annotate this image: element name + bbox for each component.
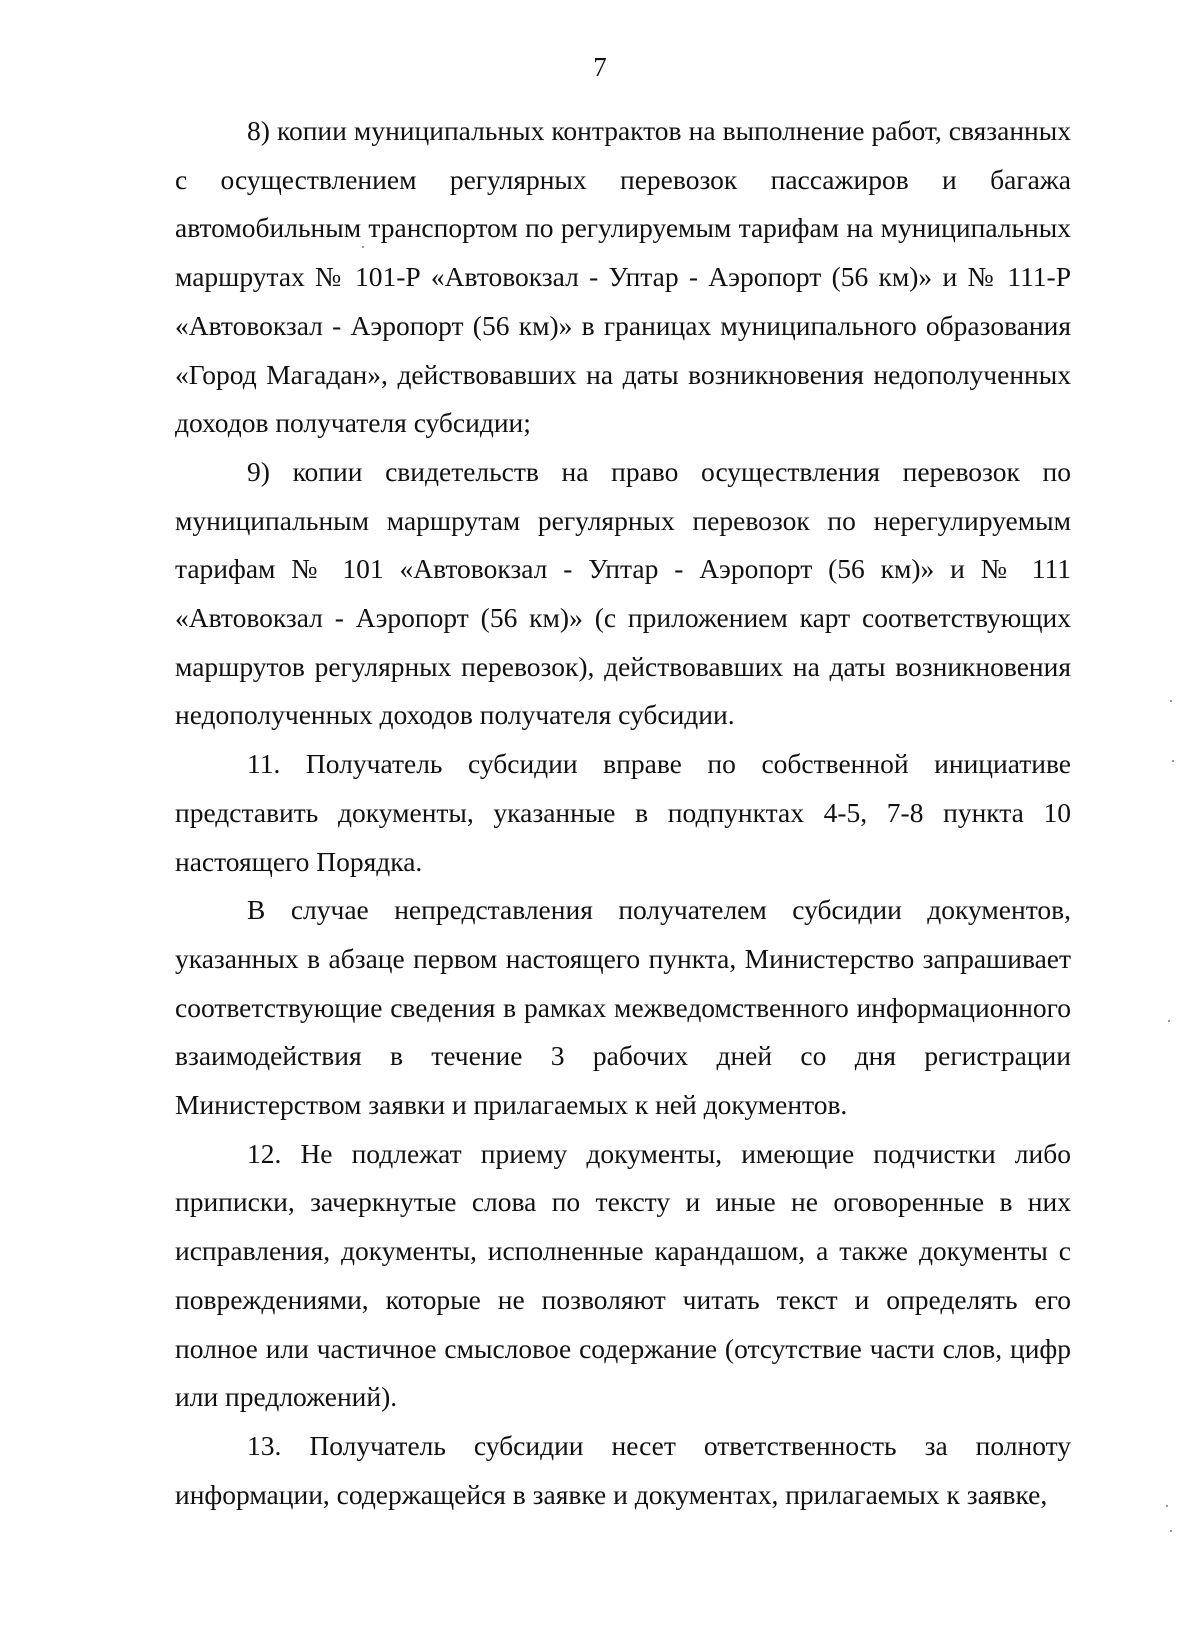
paragraph-item-8: 8) копии муниципальных контрактов на выполнение работ, связанных с осуществлением регулярных перевозок пассажиров и багажа автомобильным транспортом по регулируемым тарифам на муниципальных маршрутах № 101-Р «Автовокзал - Уптар - Аэропорт (56 км)» и № 111-Р «Автовокзал - Аэропорт (56 км)» в границах муниципального образования «Город Магадан», действовавших на даты возникновения недополученных доходов получателя субсидии; [175, 115, 1071, 439]
page-number: 7 [593, 52, 607, 82]
paragraph-clause-11-second: В случае непредставления получателем субсидии документов, указанных в абзаце первом настоящего пункта, Министерство запрашивает соответствующие сведения в рамках межведомственного информационного взаимодействия в течение 3 рабочих дней со дня регистрации Министерством заявки и прилагаемых к ней документов. [175, 894, 1071, 1121]
paragraph-clause-13: 13. Получатель субсидии несет ответственность за полноту информации, содержащейся в заявке и документах, прилагаемых к заявке, [175, 1429, 1071, 1510]
scan-speck [1172, 760, 1174, 762]
paragraph-clause-11: 11. Получатель субсидии вправе по собственной инициативе представить документы, указанные в подпунктах 4-5, 7-8 пункта 10 настоящего Порядка. [175, 748, 1071, 877]
scan-speck [1168, 1020, 1170, 1022]
scan-speck [362, 246, 364, 248]
paragraph-item-9: 9) копии свидетельств на право осуществления перевозок по муниципальным маршрутам регулярных перевозок по нерегулируемым тарифам № 101 «Автовокзал - Уптар - Аэропорт (56 км)» и № 111 «Автовокзал - Аэропорт (56 км)» (с приложением карт соответствующих маршрутов регулярных перевозок), действовавших на даты возникновения недополученных доходов получателя субсидии. [175, 455, 1071, 731]
scan-speck [1166, 1505, 1168, 1507]
scan-speck [1170, 1530, 1172, 1532]
scan-speck [1170, 700, 1172, 702]
document-body [175, 107, 1071, 1519]
paragraph-clause-12: 12. Не подлежат приему документы, имеющие подчистки либо приписки, зачеркнутые слова по тексту и иные не оговоренные в них исправления, документы, исполненные карандашом, а также документы с повреждениями, которые не позволяют читать текст и определять его полное или частичное смысловое содержание (отсутствие части слов, цифр или предложений). [175, 1137, 1071, 1413]
